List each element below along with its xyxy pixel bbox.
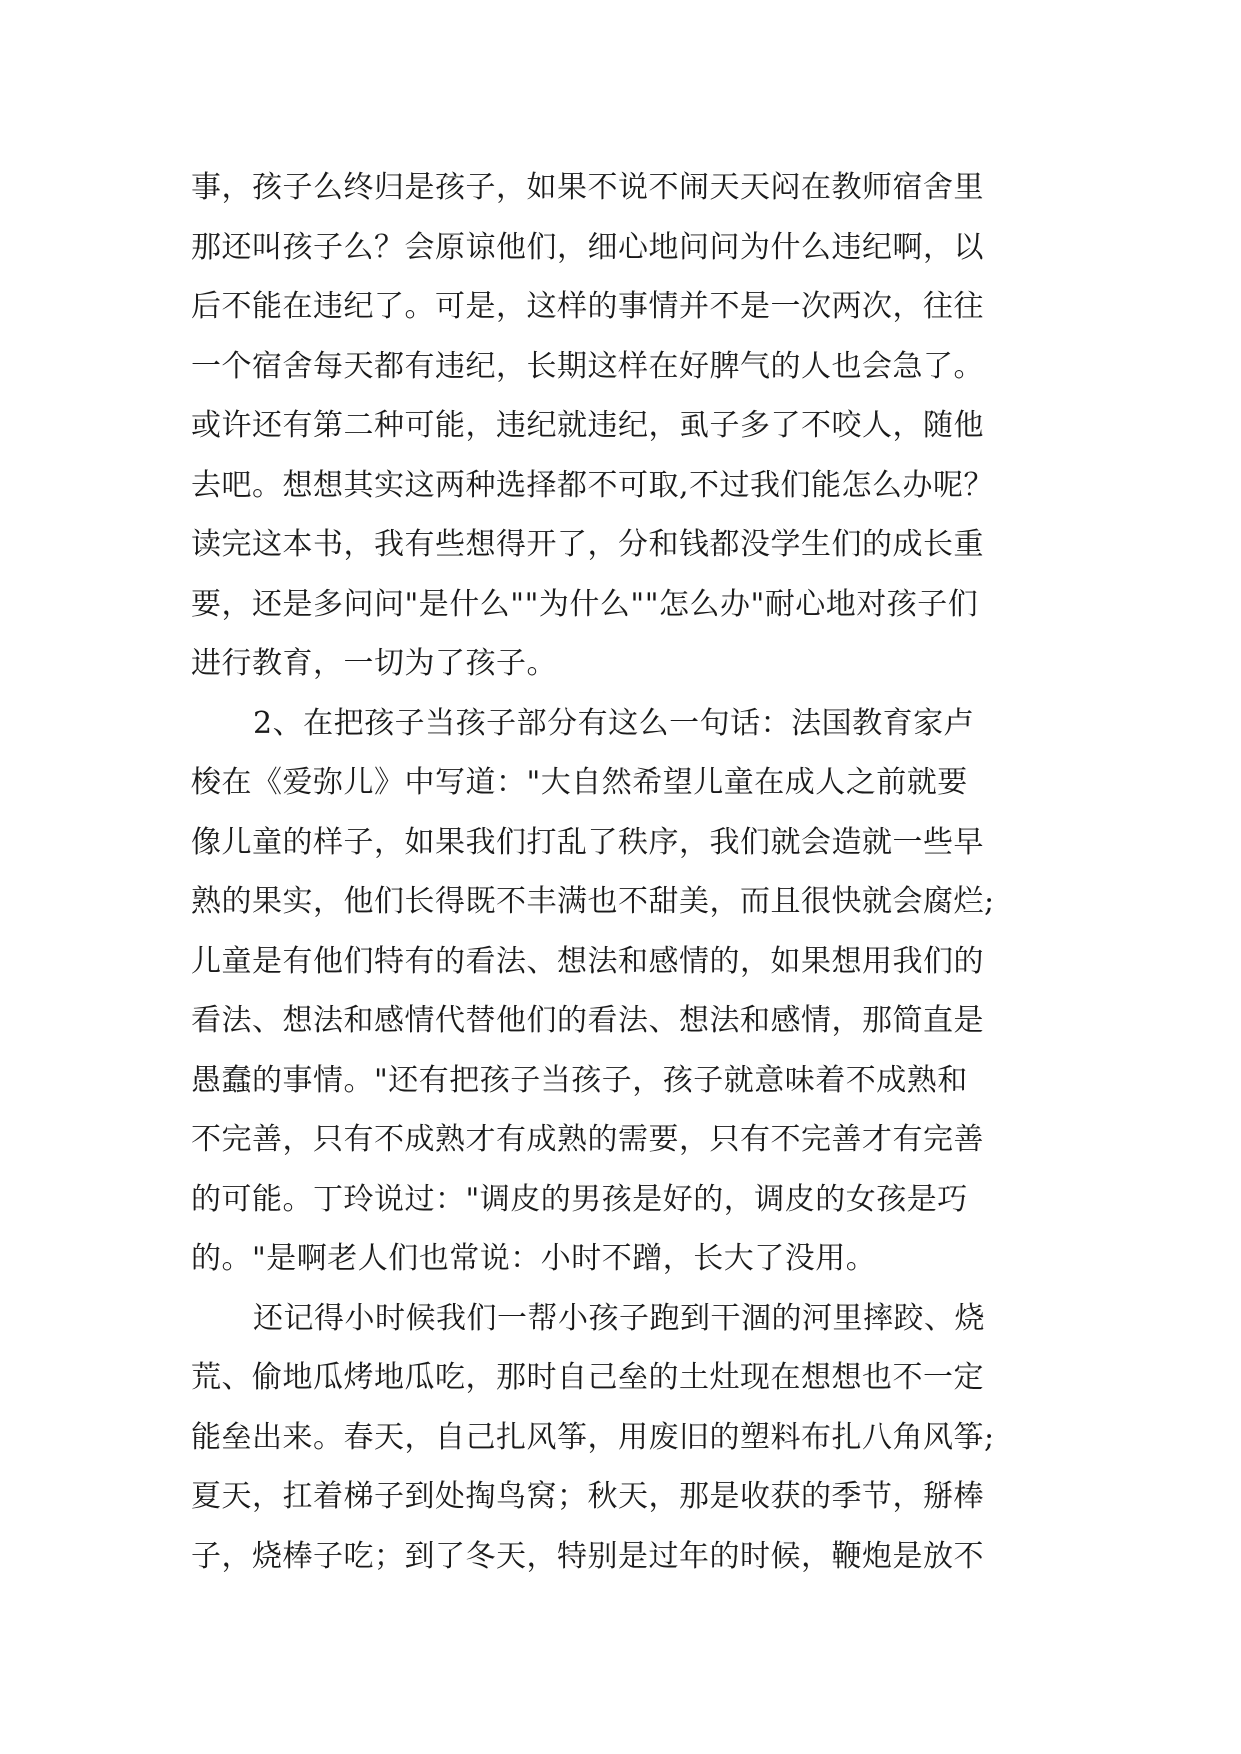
text-line: 熟的果实，他们长得既不丰满也不甜美，而且很快就会腐烂; [191, 884, 995, 919]
text-line: 像儿童的样子，如果我们打乱了秩序，我们就会造就一些早 [191, 824, 984, 860]
text-line: 的。"是啊老人们也常说：小时不蹭，长大了没用。 [191, 1241, 877, 1276]
text-line: 能垒出来。春天，自己扎风筝，用废旧的塑料布扎八角风筝; [191, 1419, 995, 1455]
text-line: 后不能在违纪了。可是，这样的事情并不是一次两次，往往 [191, 289, 984, 324]
text-line: 要，还是多问问"是什么""为什么""怎么办"耐心地对孩子们 [191, 586, 979, 622]
text-line: 儿童是有他们特有的看法、想法和感情的，如果想用我们的 [191, 943, 984, 979]
text-line: 愚蠢的事情。"还有把孩子当孩子，孩子就意味着不成熟和 [191, 1062, 968, 1098]
text-line: 荒、偷地瓜烤地瓜吃，那时自己垒的土灶现在想想也不一定 [191, 1360, 984, 1395]
body-text [191, 158, 1051, 1586]
text-line: 子，烧棒子吃；到了冬天，特别是过年的时候，鞭炮是放不 [191, 1538, 984, 1574]
text-line: 读完这本书，我有些想得开了，分和钱都没学生们的成长重 [191, 527, 984, 562]
text-line: 的可能。丁玲说过："调皮的男孩是好的，调皮的女孩是巧 [191, 1181, 968, 1217]
text-line: 去吧。想想其实这两种选择都不可取,不过我们能怎么办呢？ [191, 467, 995, 503]
paragraph-start-line: 还记得小时候我们一帮小孩子跑到干涸的河里摔跤、烧 [253, 1300, 985, 1336]
text-line: 或许还有第二种可能，违纪就违纪，虱子多了不咬人，随他 [191, 408, 984, 443]
text-line: 进行教育，一切为了孩子。 [191, 646, 557, 681]
text-line: 一个宿舍每天都有违纪，长期这样在好脾气的人也会急了。 [191, 348, 984, 384]
text-line: 事，孩子么终归是孩子，如果不说不闹天天闷在教师宿舍里 [191, 170, 984, 205]
text-line: 看法、想法和感情代替他们的看法、想法和感情，那简直是 [191, 1003, 984, 1038]
text-line: 梭在《爱弥儿》中写道："大自然希望儿童在成人之前就要 [191, 765, 968, 800]
text-line: 夏天，扛着梯子到处掏鸟窝；秋天，那是收获的季节，掰棒 [191, 1479, 984, 1514]
text-line: 不完善，只有不成熟才有成熟的需要，只有不完善才有完善 [191, 1122, 984, 1157]
text-line: 那还叫孩子么？会原谅他们，细心地问问为什么违纪啊，以 [191, 229, 984, 265]
paragraph-start-line: 2、在把孩子当孩子部分有这么一句话：法国教育家卢 [253, 705, 975, 741]
